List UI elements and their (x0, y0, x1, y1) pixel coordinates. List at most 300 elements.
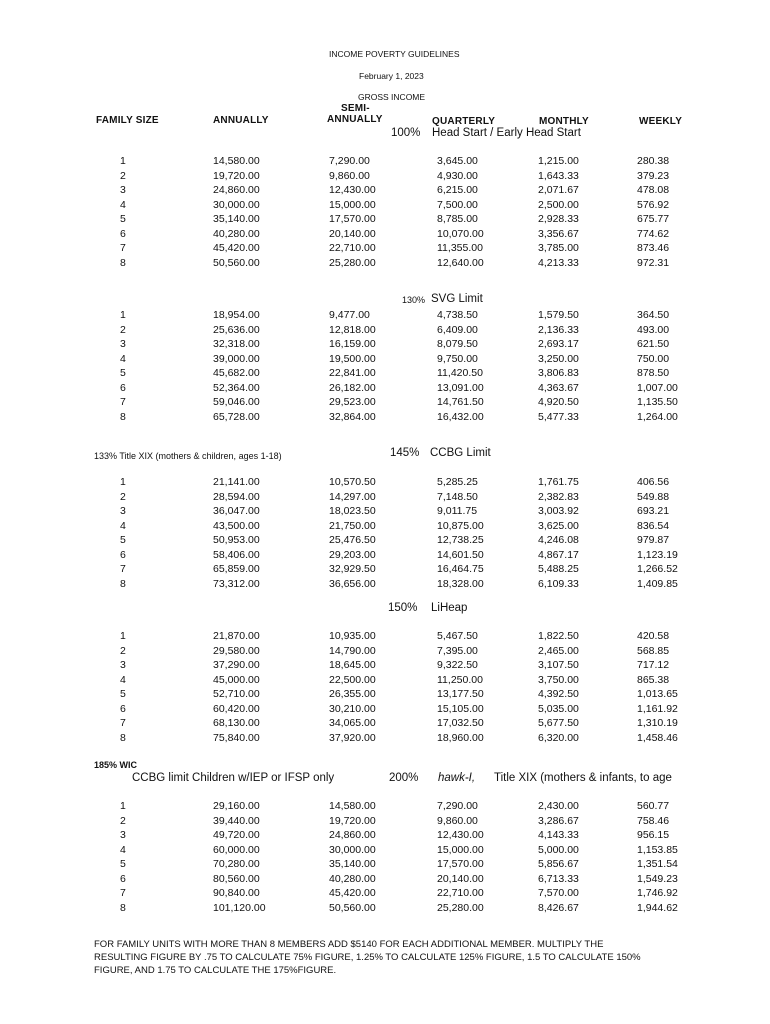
cell-family-size: 8 (120, 577, 126, 590)
cell-monthly: 3,356.67 (538, 227, 579, 240)
table-row (0, 242, 770, 254)
table-row (0, 309, 770, 321)
cell-annually: 101,120.00 (213, 901, 266, 914)
cell-monthly: 4,246.08 (538, 534, 579, 546)
cell-family-size: 7 (120, 887, 126, 899)
section-5-label-2: Title XIX (mothers & infants, to age (494, 772, 672, 784)
cell-weekly: 750.00 (637, 352, 670, 365)
cell-quarterly: 4,738.50 (437, 309, 478, 321)
cell-annually: 30,000.00 (213, 198, 260, 211)
cell-semi-annually: 26,182.00 (329, 381, 376, 394)
cell-annually: 45,420.00 (213, 242, 260, 254)
cell-family-size: 5 (120, 213, 126, 225)
cell-semi-annually: 21,750.00 (329, 519, 376, 532)
cell-semi-annually: 30,210.00 (329, 702, 376, 715)
table-row (0, 659, 770, 671)
cell-weekly: 493.00 (637, 323, 670, 336)
cell-annually: 18,954.00 (213, 309, 260, 321)
table-row (0, 873, 770, 885)
cell-family-size: 4 (120, 198, 126, 211)
cell-monthly: 3,750.00 (538, 673, 579, 686)
table-row (0, 732, 770, 744)
col-header-weekly: WEEKLY (639, 116, 683, 127)
cell-weekly: 836.54 (637, 519, 670, 532)
cell-quarterly: 12,430.00 (437, 829, 484, 841)
section-4-percent: 150% (388, 602, 418, 614)
col-header-semi-bottom: ANNUALLY (327, 114, 383, 125)
cell-quarterly: 7,290.00 (437, 800, 478, 812)
cell-annually: 70,280.00 (213, 858, 260, 870)
cell-quarterly: 6,215.00 (437, 184, 478, 196)
table-row (0, 717, 770, 729)
cell-family-size: 1 (120, 309, 126, 321)
cell-semi-annually: 10,570.50 (329, 476, 376, 488)
cell-semi-annually: 32,929.50 (329, 563, 376, 575)
cell-weekly: 1,264.00 (637, 410, 678, 423)
cell-weekly: 406.56 (637, 476, 670, 488)
cell-monthly: 1,643.33 (538, 169, 579, 182)
cell-weekly: 774.62 (637, 227, 670, 240)
cell-monthly: 3,785.00 (538, 242, 579, 254)
cell-family-size: 6 (120, 872, 126, 885)
cell-semi-annually: 7,290.00 (329, 155, 370, 167)
cell-quarterly: 11,420.50 (437, 367, 483, 379)
cell-weekly: 873.46 (637, 242, 670, 254)
cell-semi-annually: 50,560.00 (329, 901, 376, 914)
cell-annually: 25,636.00 (213, 323, 260, 336)
cell-weekly: 379.23 (637, 169, 670, 182)
section-5-left-top: 185% WIC (94, 760, 138, 770)
cell-quarterly: 9,011.75 (437, 505, 478, 517)
cell-weekly: 1,310.19 (637, 717, 678, 729)
cell-annually: 59,046.00 (213, 396, 260, 408)
document-date: February 1, 2023 (359, 71, 424, 81)
cell-family-size: 3 (120, 659, 126, 671)
table-row (0, 505, 770, 517)
cell-weekly: 1,153.85 (637, 843, 678, 856)
cell-semi-annually: 14,580.00 (329, 800, 376, 812)
cell-monthly: 5,477.33 (538, 410, 579, 423)
cell-family-size: 1 (120, 155, 126, 167)
table-row (0, 476, 770, 488)
cell-quarterly: 12,738.25 (437, 534, 484, 546)
col-header-family-size: FAMILY SIZE (96, 115, 159, 126)
cell-semi-annually: 25,476.50 (329, 534, 376, 546)
cell-semi-annually: 37,920.00 (329, 731, 376, 744)
cell-quarterly: 17,570.00 (437, 858, 484, 870)
cell-semi-annually: 14,297.00 (329, 490, 376, 503)
cell-monthly: 3,286.67 (538, 814, 579, 827)
cell-semi-annually: 9,860.00 (329, 169, 370, 182)
cell-quarterly: 22,710.00 (437, 887, 484, 899)
cell-quarterly: 11,355.00 (437, 242, 483, 254)
cell-annually: 45,682.00 (213, 367, 260, 379)
cell-quarterly: 7,395.00 (437, 644, 478, 657)
cell-monthly: 4,867.17 (538, 548, 579, 561)
section-4-label: LiHeap (431, 602, 468, 614)
cell-annually: 60,420.00 (213, 702, 260, 715)
cell-monthly: 2,465.00 (538, 644, 579, 657)
section-2-label: SVG Limit (431, 293, 483, 305)
cell-semi-annually: 29,523.00 (329, 396, 376, 408)
cell-monthly: 4,363.67 (538, 381, 579, 394)
cell-annually: 50,560.00 (213, 256, 260, 269)
cell-weekly: 1,161.92 (637, 702, 678, 715)
cell-family-size: 3 (120, 338, 126, 350)
cell-family-size: 4 (120, 843, 126, 856)
table-row (0, 578, 770, 590)
table-row (0, 844, 770, 856)
cell-quarterly: 18,328.00 (437, 577, 484, 590)
cell-family-size: 3 (120, 829, 126, 841)
cell-quarterly: 6,409.00 (437, 323, 478, 336)
table-row (0, 257, 770, 269)
col-header-quarterly: QUARTERLY (432, 116, 496, 127)
cell-quarterly: 16,464.75 (437, 563, 484, 575)
section-5-percent: 200% (389, 772, 419, 784)
cell-annually: 45,000.00 (213, 673, 260, 686)
cell-monthly: 2,430.00 (538, 800, 579, 812)
cell-annually: 37,290.00 (213, 659, 260, 671)
cell-semi-annually: 10,935.00 (329, 630, 376, 642)
cell-family-size: 7 (120, 563, 126, 575)
cell-quarterly: 11,250.00 (437, 673, 483, 686)
cell-annually: 68,130.00 (213, 717, 260, 729)
cell-monthly: 3,806.83 (538, 367, 579, 379)
cell-semi-annually: 19,500.00 (329, 352, 376, 365)
cell-quarterly: 3,645.00 (437, 155, 478, 167)
table-row (0, 902, 770, 914)
cell-annually: 29,160.00 (213, 800, 260, 812)
cell-family-size: 8 (120, 901, 126, 914)
cell-semi-annually: 32,864.00 (329, 410, 376, 423)
cell-monthly: 2,928.33 (538, 213, 579, 225)
cell-semi-annually: 25,280.00 (329, 256, 376, 269)
cell-annually: 39,000.00 (213, 352, 260, 365)
cell-weekly: 1,123.19 (637, 548, 678, 561)
table-row (0, 199, 770, 211)
cell-weekly: 1,458.46 (637, 731, 678, 744)
cell-family-size: 4 (120, 352, 126, 365)
cell-monthly: 7,570.00 (538, 887, 579, 899)
cell-family-size: 5 (120, 367, 126, 379)
cell-semi-annually: 36,656.00 (329, 577, 376, 590)
table-row (0, 563, 770, 575)
cell-family-size: 7 (120, 242, 126, 254)
cell-annually: 36,047.00 (213, 505, 260, 517)
cell-monthly: 2,071.67 (538, 184, 579, 196)
table-row (0, 213, 770, 225)
cell-quarterly: 5,285.25 (437, 476, 478, 488)
col-header-annually: ANNUALLY (213, 115, 269, 126)
footnote: FOR FAMILY UNITS WITH MORE THAN 8 MEMBERS ADD $5140 FOR EACH ADDITIONAL MEMBER. MULTIPLY THE RESULTING FIGURE BY .75 TO CALCULATE 75% FIGURE, 1.25% TO CALCULATE 125% FIGURE, 1.5 TO CALCULATE 150% FIGURE, AND 1.75 TO CALCULATE THE 175%FIGURE. (94, 939, 641, 976)
cell-quarterly: 10,070.00 (437, 227, 484, 240)
section-5-left-label: CCBG limit Children w/IEP or IFSP only (132, 772, 335, 784)
table-row (0, 411, 770, 423)
table-row (0, 674, 770, 686)
cell-semi-annually: 18,023.50 (329, 505, 376, 517)
cell-family-size: 7 (120, 717, 126, 729)
table-row (0, 887, 770, 899)
cell-annually: 49,720.00 (213, 829, 260, 841)
cell-annually: 73,312.00 (213, 577, 260, 590)
cell-annually: 32,318.00 (213, 338, 260, 350)
cell-weekly: 478.08 (637, 184, 670, 196)
cell-quarterly: 14,761.50 (437, 396, 484, 408)
table-row (0, 353, 770, 365)
cell-monthly: 5,488.25 (538, 563, 579, 575)
cell-weekly: 568.85 (637, 644, 670, 657)
cell-monthly: 2,136.33 (538, 323, 579, 336)
cell-annually: 43,500.00 (213, 519, 260, 532)
cell-weekly: 693.21 (637, 505, 670, 517)
cell-monthly: 2,382.83 (538, 490, 579, 503)
cell-annually: 50,953.00 (213, 534, 260, 546)
cell-semi-annually: 24,860.00 (329, 829, 376, 841)
cell-family-size: 6 (120, 381, 126, 394)
cell-quarterly: 7,148.50 (437, 490, 478, 503)
document-subtitle: GROSS INCOME (358, 92, 426, 102)
cell-quarterly: 10,875.00 (437, 519, 484, 532)
cell-family-size: 3 (120, 505, 126, 517)
cell-annually: 40,280.00 (213, 227, 260, 240)
cell-quarterly: 9,750.00 (437, 352, 478, 365)
cell-weekly: 1,409.85 (637, 577, 678, 590)
cell-monthly: 1,761.75 (538, 476, 579, 488)
cell-weekly: 549.88 (637, 490, 670, 503)
cell-family-size: 2 (120, 323, 126, 336)
cell-quarterly: 8,079.50 (437, 338, 478, 350)
table-row (0, 829, 770, 841)
cell-annually: 28,594.00 (213, 490, 260, 503)
col-header-semi-top: SEMI- (341, 103, 370, 114)
cell-annually: 21,141.00 (213, 476, 260, 488)
cell-annually: 90,840.00 (213, 887, 260, 899)
cell-semi-annually: 15,000.00 (329, 198, 376, 211)
cell-quarterly: 25,280.00 (437, 901, 484, 914)
table-row (0, 703, 770, 715)
cell-quarterly: 5,467.50 (437, 630, 478, 642)
cell-weekly: 280.38 (637, 155, 670, 167)
cell-semi-annually: 18,645.00 (329, 659, 376, 671)
cell-quarterly: 18,960.00 (437, 731, 484, 744)
cell-annually: 52,364.00 (213, 381, 260, 394)
cell-annually: 14,580.00 (213, 155, 260, 167)
cell-monthly: 5,000.00 (538, 843, 579, 856)
cell-quarterly: 16,432.00 (437, 410, 484, 423)
cell-family-size: 5 (120, 688, 126, 700)
table-row (0, 534, 770, 546)
cell-quarterly: 13,177.50 (437, 688, 484, 700)
section-3-percent: 145% (390, 447, 420, 459)
table-row (0, 382, 770, 394)
cell-monthly: 6,320.00 (538, 731, 579, 744)
cell-weekly: 1,007.00 (637, 381, 678, 394)
cell-weekly: 1,746.92 (637, 887, 678, 899)
cell-family-size: 1 (120, 800, 126, 812)
cell-monthly: 8,426.67 (538, 901, 579, 914)
cell-monthly: 4,392.50 (538, 688, 579, 700)
table-row (0, 645, 770, 657)
cell-annually: 21,870.00 (213, 630, 260, 642)
section-5-label: hawk-I, (438, 772, 476, 784)
cell-monthly: 2,500.00 (538, 198, 579, 211)
cell-family-size: 3 (120, 184, 126, 196)
cell-weekly: 1,013.65 (637, 688, 678, 700)
table-row (0, 520, 770, 532)
cell-quarterly: 17,032.50 (437, 717, 484, 729)
cell-semi-annually: 14,790.00 (329, 644, 376, 657)
cell-family-size: 4 (120, 519, 126, 532)
cell-semi-annually: 34,065.00 (329, 717, 376, 729)
document-title: INCOME POVERTY GUIDELINES (329, 49, 460, 59)
col-header-monthly: MONTHLY (539, 116, 589, 127)
cell-annually: 65,728.00 (213, 410, 260, 423)
cell-weekly: 1,135.50 (637, 396, 678, 408)
cell-semi-annually: 45,420.00 (329, 887, 376, 899)
cell-family-size: 8 (120, 410, 126, 423)
section-3-left-label: 133% Title XIX (mothers & children, ages 1-18) (94, 451, 282, 461)
cell-weekly: 865.38 (637, 673, 670, 686)
cell-annually: 35,140.00 (213, 213, 260, 225)
cell-family-size: 1 (120, 630, 126, 642)
cell-semi-annually: 16,159.00 (329, 338, 376, 350)
table-row (0, 396, 770, 408)
cell-weekly: 972.31 (637, 256, 670, 269)
cell-family-size: 2 (120, 644, 126, 657)
cell-quarterly: 20,140.00 (437, 872, 484, 885)
cell-family-size: 2 (120, 490, 126, 503)
table-row (0, 630, 770, 642)
cell-annually: 24,860.00 (213, 184, 260, 196)
cell-family-size: 1 (120, 476, 126, 488)
cell-monthly: 2,693.17 (538, 338, 579, 350)
table-row (0, 155, 770, 167)
cell-family-size: 2 (120, 814, 126, 827)
cell-family-size: 4 (120, 673, 126, 686)
section-3-label: CCBG Limit (430, 447, 491, 459)
cell-quarterly: 8,785.00 (437, 213, 478, 225)
table-row (0, 688, 770, 700)
cell-quarterly: 4,930.00 (437, 169, 478, 182)
table-row (0, 170, 770, 182)
cell-weekly: 560.77 (637, 800, 670, 812)
cell-semi-annually: 17,570.00 (329, 213, 376, 225)
cell-annually: 19,720.00 (213, 169, 260, 182)
cell-semi-annually: 22,500.00 (329, 673, 376, 686)
cell-family-size: 5 (120, 858, 126, 870)
table-row (0, 338, 770, 350)
cell-weekly: 1,944.62 (637, 901, 678, 914)
cell-weekly: 576.92 (637, 198, 670, 211)
cell-monthly: 4,143.33 (538, 829, 579, 841)
table-row (0, 491, 770, 503)
cell-quarterly: 9,860.00 (437, 814, 478, 827)
cell-weekly: 621.50 (637, 338, 670, 350)
table-row (0, 228, 770, 240)
cell-semi-annually: 29,203.00 (329, 548, 376, 561)
cell-semi-annually: 12,818.00 (329, 323, 376, 336)
cell-monthly: 3,625.00 (538, 519, 579, 532)
cell-monthly: 3,250.00 (538, 352, 579, 365)
cell-quarterly: 15,000.00 (437, 843, 484, 856)
cell-weekly: 1,351.54 (637, 858, 678, 870)
cell-weekly: 420.58 (637, 630, 670, 642)
cell-weekly: 878.50 (637, 367, 670, 379)
cell-monthly: 6,713.33 (538, 872, 579, 885)
cell-family-size: 6 (120, 227, 126, 240)
cell-annually: 60,000.00 (213, 843, 260, 856)
table-row (0, 367, 770, 379)
cell-weekly: 956.15 (637, 829, 670, 841)
cell-monthly: 4,213.33 (538, 256, 579, 269)
section-2-percent: 130% (402, 295, 426, 305)
table-row (0, 324, 770, 336)
cell-semi-annually: 26,355.00 (329, 688, 376, 700)
cell-annually: 39,440.00 (213, 814, 260, 827)
cell-quarterly: 14,601.50 (437, 548, 484, 561)
cell-annually: 65,859.00 (213, 563, 260, 575)
cell-semi-annually: 19,720.00 (329, 814, 376, 827)
cell-quarterly: 15,105.00 (437, 702, 484, 715)
cell-semi-annually: 22,710.00 (329, 242, 376, 254)
cell-monthly: 3,003.92 (538, 505, 579, 517)
cell-semi-annually: 12,430.00 (329, 184, 376, 196)
cell-monthly: 6,109.33 (538, 577, 579, 590)
cell-monthly: 3,107.50 (538, 659, 579, 671)
table-row (0, 800, 770, 812)
cell-weekly: 1,549.23 (637, 872, 678, 885)
cell-annually: 80,560.00 (213, 872, 260, 885)
cell-weekly: 979.87 (637, 534, 670, 546)
cell-family-size: 6 (120, 548, 126, 561)
cell-family-size: 8 (120, 731, 126, 744)
cell-weekly: 1,266.52 (637, 563, 678, 575)
table-row (0, 858, 770, 870)
cell-weekly: 758.46 (637, 814, 670, 827)
cell-monthly: 5,035.00 (538, 702, 579, 715)
cell-monthly: 1,822.50 (538, 630, 579, 642)
cell-quarterly: 7,500.00 (437, 198, 478, 211)
cell-monthly: 1,215.00 (538, 155, 579, 167)
cell-semi-annually: 40,280.00 (329, 872, 376, 885)
cell-weekly: 717.12 (637, 659, 670, 671)
cell-semi-annually: 35,140.00 (329, 858, 376, 870)
section-1-label: Head Start / Early Head Start (432, 127, 581, 139)
cell-weekly: 364.50 (637, 309, 670, 321)
cell-family-size: 5 (120, 534, 126, 546)
cell-family-size: 6 (120, 702, 126, 715)
cell-monthly: 5,856.67 (538, 858, 579, 870)
cell-monthly: 4,920.50 (538, 396, 579, 408)
cell-quarterly: 9,322.50 (437, 659, 478, 671)
cell-annually: 52,710.00 (213, 688, 260, 700)
cell-semi-annually: 9,477.00 (329, 309, 370, 321)
cell-annually: 58,406.00 (213, 548, 260, 561)
cell-quarterly: 13,091.00 (437, 381, 484, 394)
cell-quarterly: 12,640.00 (437, 256, 484, 269)
cell-family-size: 2 (120, 169, 126, 182)
cell-family-size: 8 (120, 256, 126, 269)
cell-weekly: 675.77 (637, 213, 670, 225)
cell-annually: 29,580.00 (213, 644, 260, 657)
cell-monthly: 1,579.50 (538, 309, 579, 321)
cell-semi-annually: 22,841.00 (329, 367, 376, 379)
cell-semi-annually: 30,000.00 (329, 843, 376, 856)
cell-monthly: 5,677.50 (538, 717, 579, 729)
cell-annually: 75,840.00 (213, 731, 260, 744)
section-1-percent: 100% (391, 127, 421, 139)
